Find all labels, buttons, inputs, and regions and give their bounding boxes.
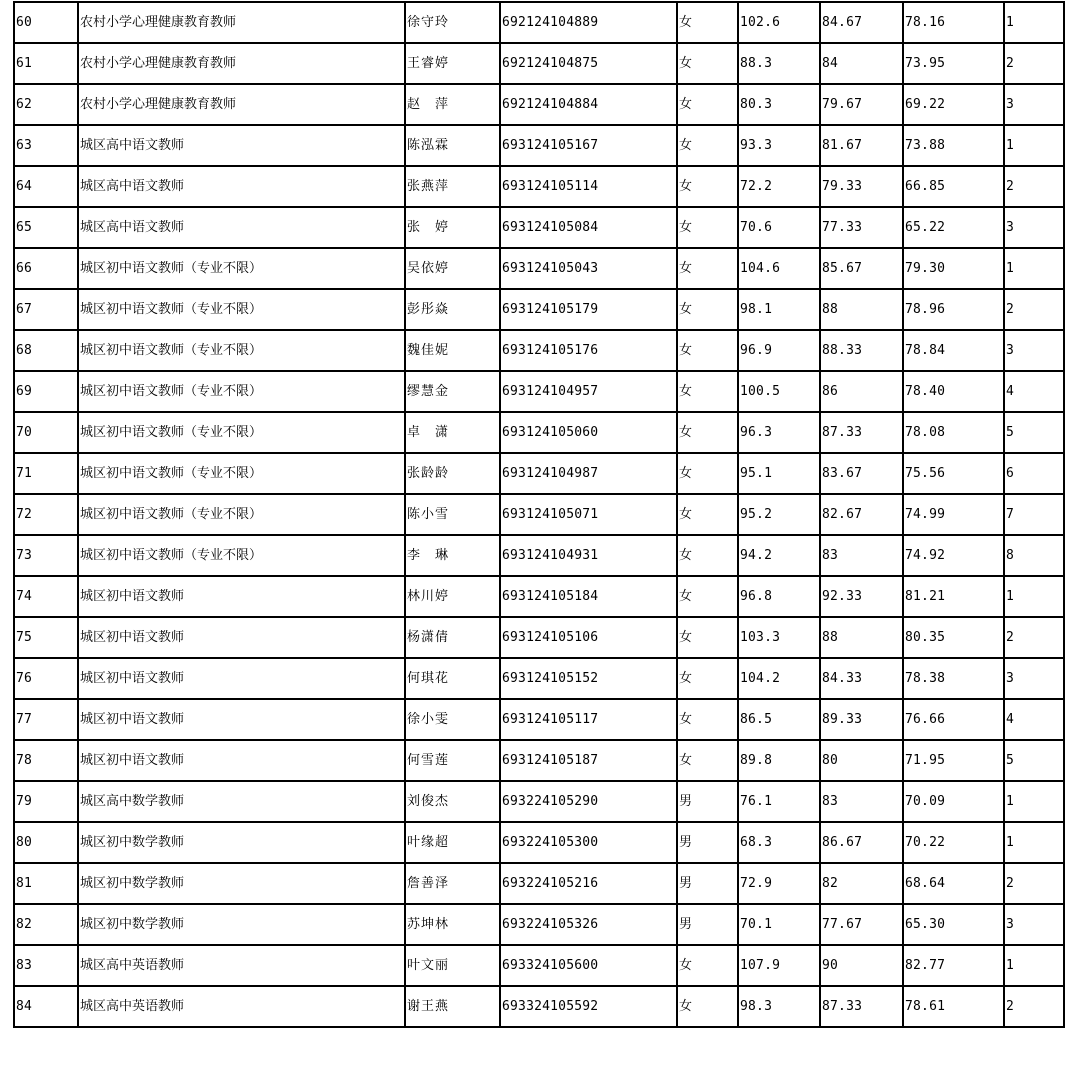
table-body [14,2,1064,1027]
table-row [14,904,1064,945]
table-row [14,453,1064,494]
rank-cell: 3 [1004,84,1064,125]
row-index-cell: 69 [14,371,78,412]
interview-score-cell: 86.67 [820,822,903,863]
written-score-cell: 94.2 [738,535,820,576]
position-cell: 城区初中语文教师（专业不限） [78,248,405,289]
rank-cell: 5 [1004,740,1064,781]
exam-id-cell: 693124105179 [500,289,677,330]
rank-cell: 5 [1004,412,1064,453]
rank-cell: 2 [1004,986,1064,1027]
exam-id-cell: 693224105290 [500,781,677,822]
position-cell: 城区初中语文教师 [78,576,405,617]
table-row [14,781,1064,822]
table-row [14,658,1064,699]
row-index-cell: 63 [14,125,78,166]
gender-cell: 女 [677,43,738,84]
position-cell: 城区初中数学教师 [78,863,405,904]
candidate-name-cell: 徐小雯 [405,699,500,740]
written-score-cell: 96.3 [738,412,820,453]
row-index-cell: 68 [14,330,78,371]
position-cell: 城区初中语文教师（专业不限） [78,535,405,576]
total-score-cell: 78.84 [903,330,1004,371]
interview-score-cell: 85.67 [820,248,903,289]
gender-cell: 男 [677,781,738,822]
rank-cell: 1 [1004,781,1064,822]
written-score-cell: 70.1 [738,904,820,945]
interview-score-cell: 87.33 [820,412,903,453]
row-index-cell: 65 [14,207,78,248]
row-index-cell: 82 [14,904,78,945]
total-score-cell: 80.35 [903,617,1004,658]
candidate-name-cell: 赵 萍 [405,84,500,125]
total-score-cell: 74.99 [903,494,1004,535]
candidate-name-cell: 张龄龄 [405,453,500,494]
rank-cell: 1 [1004,2,1064,43]
written-score-cell: 104.6 [738,248,820,289]
exam-id-cell: 693124105071 [500,494,677,535]
row-index-cell: 61 [14,43,78,84]
row-index-cell: 64 [14,166,78,207]
table-row [14,248,1064,289]
written-score-cell: 103.3 [738,617,820,658]
rank-cell: 2 [1004,863,1064,904]
candidate-name-cell: 王睿婷 [405,43,500,84]
exam-id-cell: 693124105184 [500,576,677,617]
row-index-cell: 84 [14,986,78,1027]
candidate-name-cell: 苏坤林 [405,904,500,945]
interview-score-cell: 84.33 [820,658,903,699]
exam-id-cell: 693124105176 [500,330,677,371]
position-cell: 城区初中语文教师（专业不限） [78,371,405,412]
position-cell: 城区初中语文教师（专业不限） [78,412,405,453]
candidate-name-cell: 陈小雪 [405,494,500,535]
gender-cell: 女 [677,412,738,453]
candidate-name-cell: 张 婷 [405,207,500,248]
exam-id-cell: 693124104931 [500,535,677,576]
table-row [14,330,1064,371]
row-index-cell: 62 [14,84,78,125]
exam-id-cell: 692124104889 [500,2,677,43]
interview-score-cell: 89.33 [820,699,903,740]
gender-cell: 男 [677,863,738,904]
exam-id-cell: 693124105187 [500,740,677,781]
rank-cell: 4 [1004,699,1064,740]
interview-score-cell: 81.67 [820,125,903,166]
row-index-cell: 70 [14,412,78,453]
rank-cell: 6 [1004,453,1064,494]
total-score-cell: 76.66 [903,699,1004,740]
table-row [14,371,1064,412]
rank-cell: 2 [1004,166,1064,207]
rank-cell: 3 [1004,207,1064,248]
table-row [14,863,1064,904]
rank-cell: 3 [1004,330,1064,371]
row-index-cell: 78 [14,740,78,781]
table-row [14,945,1064,986]
interview-score-cell: 86 [820,371,903,412]
row-index-cell: 80 [14,822,78,863]
table-row [14,289,1064,330]
candidate-name-cell: 詹善泽 [405,863,500,904]
candidate-name-cell: 缪慧金 [405,371,500,412]
results-table [13,1,1065,1028]
exam-id-cell: 693124105117 [500,699,677,740]
gender-cell: 女 [677,2,738,43]
exam-id-cell: 693124105043 [500,248,677,289]
total-score-cell: 75.56 [903,453,1004,494]
gender-cell: 女 [677,289,738,330]
gender-cell: 女 [677,494,738,535]
exam-id-cell: 693324105600 [500,945,677,986]
row-index-cell: 72 [14,494,78,535]
exam-id-cell: 692124104875 [500,43,677,84]
candidate-name-cell: 何雪莲 [405,740,500,781]
exam-id-cell: 693124105167 [500,125,677,166]
written-score-cell: 86.5 [738,699,820,740]
position-cell: 城区高中语文教师 [78,125,405,166]
written-score-cell: 80.3 [738,84,820,125]
table-row [14,699,1064,740]
table-row [14,617,1064,658]
gender-cell: 女 [677,207,738,248]
exam-id-cell: 693324105592 [500,986,677,1027]
position-cell: 城区初中数学教师 [78,904,405,945]
gender-cell: 女 [677,84,738,125]
rank-cell: 7 [1004,494,1064,535]
position-cell: 城区初中语文教师 [78,699,405,740]
exam-id-cell: 693124104957 [500,371,677,412]
written-score-cell: 98.3 [738,986,820,1027]
exam-id-cell: 693224105326 [500,904,677,945]
total-score-cell: 79.30 [903,248,1004,289]
candidate-name-cell: 叶文丽 [405,945,500,986]
row-index-cell: 76 [14,658,78,699]
table-row [14,2,1064,43]
position-cell: 农村小学心理健康教育教师 [78,2,405,43]
written-score-cell: 95.2 [738,494,820,535]
exam-id-cell: 693124104987 [500,453,677,494]
rank-cell: 1 [1004,576,1064,617]
row-index-cell: 74 [14,576,78,617]
total-score-cell: 78.40 [903,371,1004,412]
candidate-name-cell: 徐守玲 [405,2,500,43]
written-score-cell: 95.1 [738,453,820,494]
position-cell: 农村小学心理健康教育教师 [78,84,405,125]
candidate-name-cell: 林川婷 [405,576,500,617]
written-score-cell: 107.9 [738,945,820,986]
total-score-cell: 70.09 [903,781,1004,822]
gender-cell: 女 [677,453,738,494]
written-score-cell: 72.9 [738,863,820,904]
candidate-name-cell: 魏佳妮 [405,330,500,371]
gender-cell: 女 [677,371,738,412]
interview-score-cell: 82.67 [820,494,903,535]
row-index-cell: 77 [14,699,78,740]
candidate-name-cell: 李 琳 [405,535,500,576]
total-score-cell: 78.16 [903,2,1004,43]
written-score-cell: 89.8 [738,740,820,781]
exam-id-cell: 693124105084 [500,207,677,248]
interview-score-cell: 79.33 [820,166,903,207]
written-score-cell: 70.6 [738,207,820,248]
rank-cell: 1 [1004,822,1064,863]
row-index-cell: 73 [14,535,78,576]
row-index-cell: 75 [14,617,78,658]
position-cell: 城区高中英语教师 [78,945,405,986]
table-row [14,822,1064,863]
total-score-cell: 78.08 [903,412,1004,453]
interview-score-cell: 87.33 [820,986,903,1027]
gender-cell: 女 [677,658,738,699]
position-cell: 城区高中英语教师 [78,986,405,1027]
position-cell: 城区初中语文教师（专业不限） [78,453,405,494]
interview-score-cell: 83.67 [820,453,903,494]
total-score-cell: 71.95 [903,740,1004,781]
rank-cell: 4 [1004,371,1064,412]
row-index-cell: 60 [14,2,78,43]
gender-cell: 女 [677,166,738,207]
position-cell: 城区初中语文教师 [78,740,405,781]
position-cell: 城区初中语文教师 [78,658,405,699]
candidate-name-cell: 杨潇倩 [405,617,500,658]
table-row [14,125,1064,166]
written-score-cell: 98.1 [738,289,820,330]
interview-score-cell: 88.33 [820,330,903,371]
written-score-cell: 88.3 [738,43,820,84]
written-score-cell: 93.3 [738,125,820,166]
candidate-name-cell: 吴依婷 [405,248,500,289]
total-score-cell: 65.30 [903,904,1004,945]
gender-cell: 女 [677,617,738,658]
gender-cell: 女 [677,945,738,986]
gender-cell: 女 [677,699,738,740]
rank-cell: 1 [1004,248,1064,289]
interview-score-cell: 84 [820,43,903,84]
position-cell: 城区初中语文教师（专业不限） [78,289,405,330]
table-row [14,740,1064,781]
exam-id-cell: 693124105152 [500,658,677,699]
row-index-cell: 81 [14,863,78,904]
rank-cell: 1 [1004,125,1064,166]
rank-cell: 3 [1004,904,1064,945]
gender-cell: 女 [677,248,738,289]
written-score-cell: 68.3 [738,822,820,863]
table-row [14,166,1064,207]
table-row [14,412,1064,453]
rank-cell: 8 [1004,535,1064,576]
candidate-name-cell: 叶缘超 [405,822,500,863]
interview-score-cell: 92.33 [820,576,903,617]
total-score-cell: 78.96 [903,289,1004,330]
total-score-cell: 78.61 [903,986,1004,1027]
interview-score-cell: 90 [820,945,903,986]
row-index-cell: 83 [14,945,78,986]
exam-id-cell: 693224105300 [500,822,677,863]
position-cell: 城区初中语文教师 [78,617,405,658]
interview-score-cell: 77.33 [820,207,903,248]
position-cell: 城区高中语文教师 [78,166,405,207]
rank-cell: 2 [1004,43,1064,84]
interview-score-cell: 83 [820,535,903,576]
row-index-cell: 67 [14,289,78,330]
row-index-cell: 66 [14,248,78,289]
written-score-cell: 96.9 [738,330,820,371]
interview-score-cell: 88 [820,289,903,330]
total-score-cell: 74.92 [903,535,1004,576]
rank-cell: 3 [1004,658,1064,699]
candidate-name-cell: 何琪花 [405,658,500,699]
total-score-cell: 81.21 [903,576,1004,617]
candidate-name-cell: 谢王燕 [405,986,500,1027]
total-score-cell: 68.64 [903,863,1004,904]
position-cell: 城区高中语文教师 [78,207,405,248]
total-score-cell: 70.22 [903,822,1004,863]
rank-cell: 1 [1004,945,1064,986]
total-score-cell: 73.88 [903,125,1004,166]
candidate-name-cell: 刘俊杰 [405,781,500,822]
written-score-cell: 72.2 [738,166,820,207]
written-score-cell: 104.2 [738,658,820,699]
rank-cell: 2 [1004,617,1064,658]
gender-cell: 女 [677,986,738,1027]
gender-cell: 男 [677,904,738,945]
position-cell: 城区初中数学教师 [78,822,405,863]
position-cell: 农村小学心理健康教育教师 [78,43,405,84]
interview-score-cell: 80 [820,740,903,781]
candidate-name-cell: 张燕萍 [405,166,500,207]
interview-score-cell: 77.67 [820,904,903,945]
position-cell: 城区高中数学教师 [78,781,405,822]
position-cell: 城区初中语文教师（专业不限） [78,330,405,371]
exam-id-cell: 693124105060 [500,412,677,453]
gender-cell: 女 [677,125,738,166]
position-cell: 城区初中语文教师（专业不限） [78,494,405,535]
exam-id-cell: 693224105216 [500,863,677,904]
row-index-cell: 71 [14,453,78,494]
table-row [14,207,1064,248]
exam-id-cell: 693124105106 [500,617,677,658]
table-row [14,535,1064,576]
total-score-cell: 73.95 [903,43,1004,84]
total-score-cell: 82.77 [903,945,1004,986]
interview-score-cell: 88 [820,617,903,658]
gender-cell: 男 [677,822,738,863]
total-score-cell: 66.85 [903,166,1004,207]
interview-score-cell: 79.67 [820,84,903,125]
interview-score-cell: 84.67 [820,2,903,43]
interview-score-cell: 83 [820,781,903,822]
exam-id-cell: 692124104884 [500,84,677,125]
written-score-cell: 96.8 [738,576,820,617]
candidate-name-cell: 卓 潇 [405,412,500,453]
written-score-cell: 102.6 [738,2,820,43]
table-row [14,494,1064,535]
written-score-cell: 76.1 [738,781,820,822]
row-index-cell: 79 [14,781,78,822]
table-row [14,84,1064,125]
exam-id-cell: 693124105114 [500,166,677,207]
candidate-name-cell: 陈泓霖 [405,125,500,166]
total-score-cell: 69.22 [903,84,1004,125]
written-score-cell: 100.5 [738,371,820,412]
gender-cell: 女 [677,330,738,371]
gender-cell: 女 [677,535,738,576]
gender-cell: 女 [677,576,738,617]
total-score-cell: 65.22 [903,207,1004,248]
table-row [14,43,1064,84]
total-score-cell: 78.38 [903,658,1004,699]
rank-cell: 2 [1004,289,1064,330]
table-row [14,576,1064,617]
table-row [14,986,1064,1027]
gender-cell: 女 [677,740,738,781]
interview-score-cell: 82 [820,863,903,904]
candidate-name-cell: 彭彤焱 [405,289,500,330]
